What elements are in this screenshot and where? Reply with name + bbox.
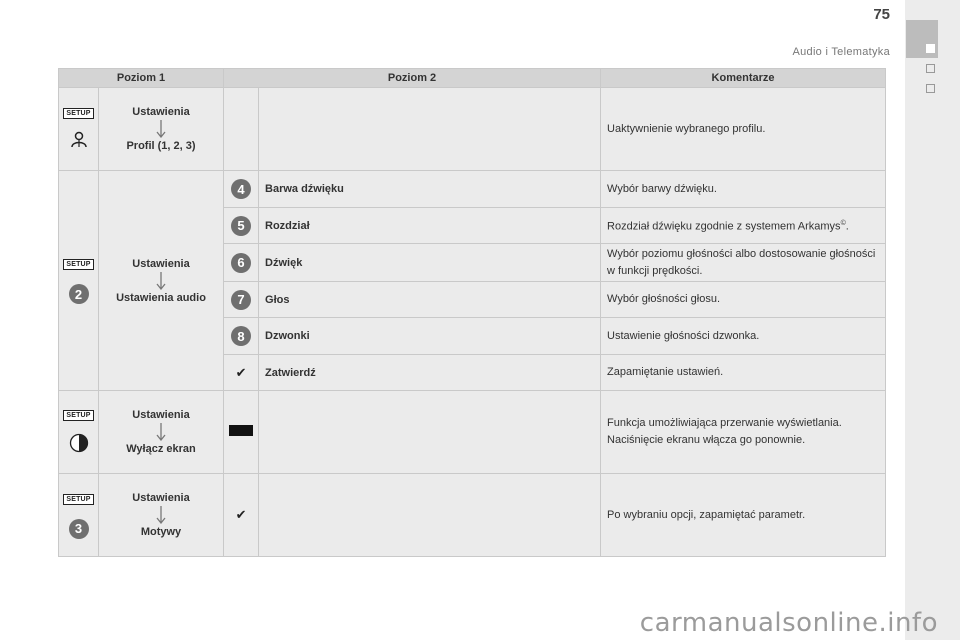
level1-label: Ustawienia — [132, 492, 190, 504]
level1-label: Ustawienia — [132, 409, 190, 421]
step-7-icon: 7 — [231, 290, 251, 310]
step-2-icon: 2 — [69, 284, 89, 304]
level2-item: Barwa dźwięku — [259, 171, 601, 208]
table-row — [59, 391, 886, 474]
level2-item: Głos — [259, 282, 601, 318]
arrow-down-icon — [155, 506, 167, 524]
step-4-icon: 4 — [231, 179, 251, 199]
column-header: Poziom 1 — [59, 69, 224, 88]
comment-cell: Rozdział dźwięku zgodnie z systemem Arkamys©. — [601, 208, 886, 244]
table-row — [59, 88, 886, 171]
comment-cell: Po wybraniu opcji, zapamiętać parametr. — [601, 474, 886, 557]
icon-cell — [59, 88, 99, 171]
table-row — [59, 171, 886, 208]
step-6-icon: 6 — [231, 253, 251, 273]
arrow-down-icon — [155, 423, 167, 441]
level1-cell — [99, 88, 224, 171]
comment-cell: Wybór głośności głosu. — [601, 282, 886, 318]
column-header: Poziom 2 — [224, 69, 601, 88]
level1-cell — [99, 474, 224, 557]
nav-square-filled — [926, 44, 935, 53]
level2-item: Dzwonki — [259, 318, 601, 355]
level1-item: Ustawienia audio — [116, 291, 206, 304]
setup-button-icon: SETUP — [63, 259, 93, 270]
level1-item: Motywy — [140, 526, 182, 538]
comment-cell: Funkcja umożliwiająca przerwanie wyświetlania. Naciśnięcie ekranu włącza go ponownie. — [601, 391, 886, 474]
icon-cell — [59, 474, 99, 557]
level1-label: Ustawienia — [132, 257, 190, 270]
watermark: carmanualsonline.info — [639, 608, 938, 638]
level1-item: Profil (1, 2, 3) — [126, 140, 196, 152]
icon-cell — [59, 171, 99, 391]
level1-item: Wyłącz ekran — [126, 443, 196, 455]
setup-button-icon: SETUP — [63, 108, 93, 119]
nav-square-empty — [926, 64, 935, 73]
step-3-icon: 3 — [69, 519, 89, 539]
step-8-icon: 8 — [231, 326, 251, 346]
comment-cell: Wybór barwy dźwięku. — [601, 171, 886, 208]
level1-cell — [99, 171, 224, 391]
page-number: 75 — [873, 6, 890, 23]
section-title: Audio i Telematyka — [792, 46, 890, 58]
arrow-down-icon — [155, 120, 167, 138]
column-header: Komentarze — [601, 69, 886, 88]
level1-label: Ustawienia — [132, 106, 190, 118]
icon-cell — [59, 391, 99, 474]
setup-button-icon: SETUP — [63, 410, 93, 421]
comment-cell: Ustawienie głośności dzwonka. — [601, 318, 886, 355]
brightness-icon — [69, 433, 89, 453]
settings-table — [58, 68, 886, 557]
checkmark-icon: ✔ — [235, 507, 247, 522]
checkmark-icon: ✔ — [235, 364, 247, 380]
setup-button-icon: SETUP — [63, 494, 93, 505]
arrow-down-icon — [155, 272, 167, 290]
table-row — [59, 474, 886, 557]
table-header — [59, 69, 886, 88]
level2-item: Rozdział — [259, 208, 601, 244]
level2-item: Zatwierdź — [259, 355, 601, 391]
screen-off-icon — [229, 425, 253, 436]
level1-cell — [99, 391, 224, 474]
profile-icon — [70, 131, 88, 149]
sidebar — [905, 0, 960, 640]
comment-cell: Zapamiętanie ustawień. — [601, 355, 886, 391]
comment-cell: Wybór poziomu głośności albo dostosowanie głośności w funkcji prędkości. — [601, 244, 886, 282]
comment-cell: Uaktywnienie wybranego profilu. — [601, 88, 886, 171]
step-5-icon: 5 — [231, 216, 251, 236]
nav-square-empty — [926, 84, 935, 93]
level2-item: Dźwięk — [259, 244, 601, 282]
